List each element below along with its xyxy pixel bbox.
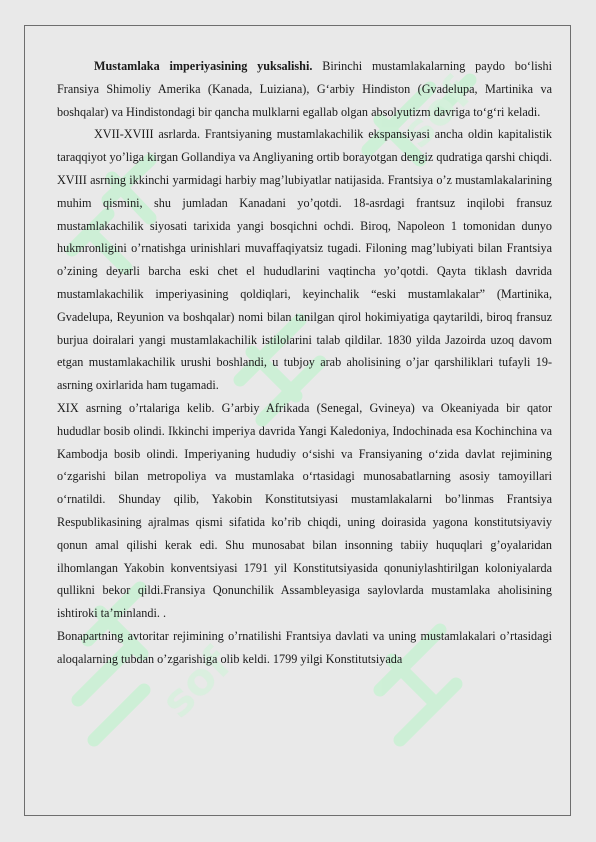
- watermark-text-lower: sof: [151, 638, 242, 728]
- document-body: [57, 55, 552, 671]
- watermark-text-upper: sof: [391, 68, 482, 158]
- paragraph-3: XIX asrning o’rtalariga kelib. G’arbiy Afrikada (Senegal, Gvineya) va Okeaniyada bir qator hududlar bosib olindi. Ikkinchi imperiya davrida Yangi Kaledoniya, Indochinada esa Kochinchina va Kambodja bosib olindi. Imperiyaning hududiy o‘sishi va Fransiyaning o‘zida davlat rejimining o‘zgarishi bilan metropoliya va mustamlaka o‘rtasidagi munosabatlarning asosiy tamoyillari o‘rnatildi. Shunday qilib, Yakobin Konstitutsiyasi mustamlakalarni bo’linmas Frantsiya Respublikasining ajralmas qismi sifatida ko’rib chiqdi, uning doirasida yagona konstitutsiyaviy qonun amal qilishi kerak edi. Shu munosabat bilan insonning tabiiy huquqlari g’oyalaridan ilhomlangan Yakobin konventsiyasi 1791 yil Konstitutsiyasida qonuniylashtirilgan koloniyalarda qullikni bekor qildi.Fransiya Qonunchilik Assambleyasiga saylovlarda mustamlaka aholisining ishtiroki ta’minlandi. .: [57, 400, 552, 621]
- paragraph-1: [57, 55, 552, 123]
- paragraph-2: XVII-XVIII asrlarda. Frantsiyaning mustamlakachilik ekspansiyasi ancha oldin kapitalistik taraqqiyot yo’liga kirgan Gollandiya va Angliyaning ortib borayotgan dengiz qudratiga qarshi chiqdi. XVIII asrning ikkinchi yarmidagi harbiy mag’lubiyatlar natijasida. Frantsiya o’z mustamlakalarining muhim qismini, shu jumladan Kanadani yo’qotdi. 18-asrdagi frantsuz inqilobi fransuz mustamlakachilik siyosati tarixida yangi bosqichni ochdi. Biroq, Napoleon 1 tomonidan dunyo hukmronligini o’rnatishga urinishlari muvaffaqiyatsiz tugadi. Filoning mag’lubiyati bilan Frantsiya o’zining deyarli barcha eski chet el hududlarini vaqtincha yo’qotdi. Qayta tiklash davrida mustamlakachilik imperiyasining qoldiqlari, keyinchalik “eski mustamlakalar” (Martinika, Gvadelupa, Reyunion va boshqalar) nomi bilan tanilgan qirol hokimiyatiga qaytarildi, biroq fransuz burjua doiralari yangi mustamlakachilik istilolarini talab qildilar. 1830 yilda Jazoirda uzoq davom etgan mustamlakachilik urushi boshlandi, u tubjoy arab aholisining o’jar qarshiliklari tufayli 19-asrning oxirlarida ham tugamadi.: [57, 127, 552, 393]
- paragraph-1-text: Birinchi mustamlakalarning paydo bo‘lishi Fransiya Shimoliy Amerika (Kanada, Luiziana), G‘arbiy Hindiston (Gvadelupa, Martinika va boshqalar) va Hindistondagi bir qancha mulklarni egallab olgan absolyutizm davriga to‘g‘ri keladi.: [57, 59, 552, 119]
- paragraph-4: Bonapartning avtoritar rejimining o’rnatilishi Frantsiya davlati va uning mustamlakalari o’rtasidagi aloqalarning tubdan o’zgarishiga olib keldi. 1799 yilgi Konstitutsiyada: [57, 628, 552, 666]
- section-heading: Mustamlaka imperiyasining yuksalishi.: [94, 59, 313, 73]
